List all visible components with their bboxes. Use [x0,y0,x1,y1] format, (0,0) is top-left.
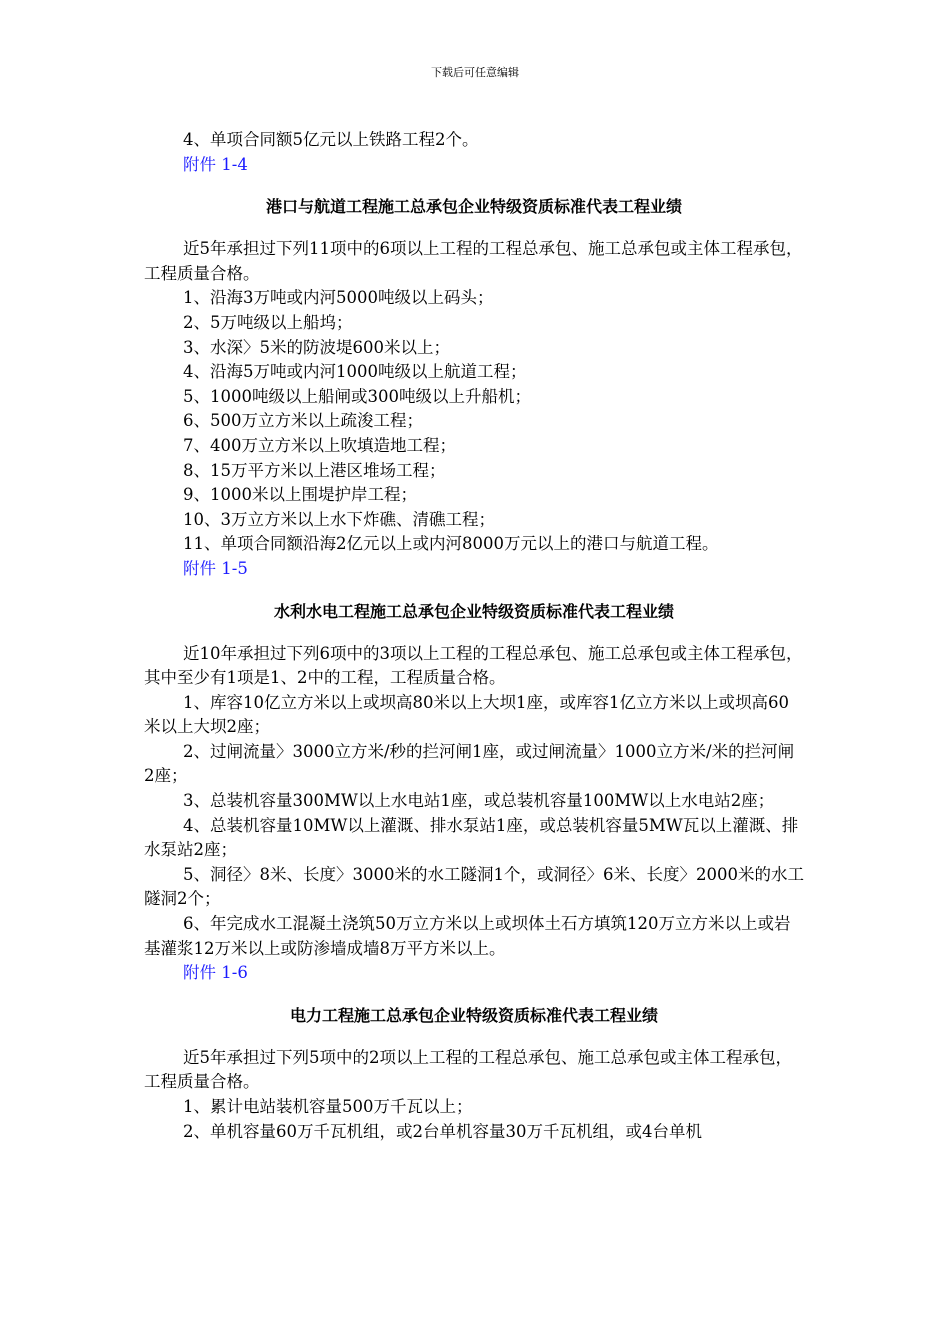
section-title: 水利水电工程施工总承包企业特级资质标准代表工程业绩 [273,601,674,621]
section-intro: 近5年承担过下列5项中的2项以上工程的工程总承包、施工总承包或主体工程承包，工程质量合格。 [144,1047,792,1092]
list-item: 3、总装机容量300MW以上水电站1座，或总装机容量100MW以上水电站2座； [183,791,775,811]
annex-link-1-5[interactable]: 附件 1-5 [183,558,248,578]
list-item: 2、单机容量60万千瓦机组，或2台单机容量30万千瓦机组，或4台单机 [183,1121,702,1141]
list-item: 11、单项合同额沿海2亿元以上或内河8000万元以上的港口与航道工程。 [183,534,719,554]
list-item: 2、5万吨级以上船坞； [183,312,353,332]
list-item: 1、库容10亿立方米以上或坝高80米以上大坝1座，或库容1亿立方米以上或坝高60米以上大坝2座； [144,692,789,737]
page-header: 下载后可任意编辑 [431,66,519,79]
list-item: 1、累计电站装机容量500万千瓦以上； [183,1097,473,1116]
section-intro: 近10年承担过下列6项中的3项以上工程的工程总承包、施工总承包或主体工程承包，其中至少有1项是1、2中的工程，工程质量合格。 [144,643,803,688]
list-item: 4、单项合同额5亿元以上铁路工程2个。 [183,130,479,149]
section-title: 电力工程施工总承包企业特级资质标准代表工程业绩 [289,1005,658,1025]
list-item: 3、水深〉5米的防波堤600米以上； [183,337,450,357]
list-item: 5、洞径〉8米、长度〉3000米的水工隧洞1个，或洞径〉6米、长度〉2000米的水工隧洞2个； [144,864,804,909]
list-item: 2、过闸流量〉3000立方米/秒的拦河闸1座，或过闸流量〉1000立方米/米的拦河闸2座； [144,741,795,786]
list-item: 5、1000吨级以上船闸或300吨级以上升船机； [183,386,531,406]
section-title: 港口与航道工程施工总承包企业特级资质标准代表工程业绩 [265,197,682,217]
list-item: 1、沿海3万吨或内河5000吨级以上码头； [183,288,494,308]
list-item: 7、400万立方米以上吹填造地工程； [183,435,456,455]
document-body [144,128,804,1144]
list-item: 6、500万立方米以上疏浚工程； [183,411,423,431]
list-item: 9、1000米以上围堤护岸工程； [183,485,417,505]
annex-link-1-4[interactable]: 附件 1-4 [183,154,248,174]
list-item: 8、15万平方米以上港区堆场工程； [183,460,446,480]
list-item: 4、总装机容量10MW以上灌溉、排水泵站1座，或总装机容量5MW瓦以上灌溉、排水泵站2座； [144,815,799,860]
list-item: 4、沿海5万吨或内河1000吨级以上航道工程； [183,362,527,382]
list-item: 10、3万立方米以上水下炸礁、清礁工程； [183,509,495,529]
section-intro: 近5年承担过下列11项中的6项以上工程的工程总承包、施工总承包或主体工程承包，工程质量合格。 [144,239,803,283]
annex-link-1-6[interactable]: 附件 1-6 [183,963,248,983]
list-item: 6、年完成水工混凝土浇筑50万立方米以上或坝体土石方填筑120万立方米以上或岩基灌浆12万米以上或防渗墙成墙8万平方米以上。 [144,914,791,958]
